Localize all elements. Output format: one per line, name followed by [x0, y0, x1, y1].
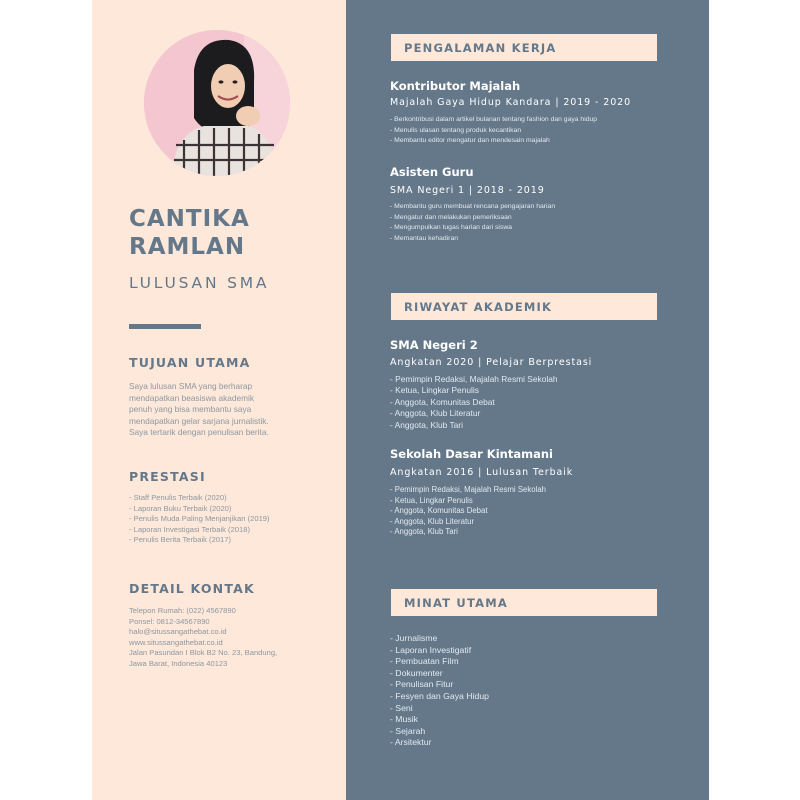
objective-line: Saya tertarik dengan penulisan berita. — [129, 427, 269, 437]
school-subtitle: Angkatan 2016 | Lulusan Terbaik — [390, 467, 574, 478]
school-activity: - Ketua, Lingkar Penulis — [390, 385, 479, 396]
school-subtitle: Angkatan 2020 | Pelajar Berprestasi — [390, 357, 593, 368]
contact-phone-home: Telepon Rumah: (022) 4567890 — [129, 606, 236, 615]
portrait-image — [144, 30, 290, 176]
interest-item: - Seni — [390, 702, 413, 713]
interest-item: - Jurnalisme — [390, 633, 438, 643]
school-activity: - Pemimpin Redaksi, Majalah Resmi Sekolah — [390, 374, 558, 384]
achievements-list — [129, 493, 329, 546]
contact-details — [129, 606, 329, 669]
profile-photo — [144, 30, 290, 176]
school-activity: - Anggota, Klub Tari — [390, 419, 463, 430]
objective-line: mendapatkan gelar sarjana jurnalistik. — [129, 415, 269, 426]
achievement-item: - Staff Penulis Terbaik (2020) — [129, 493, 227, 502]
job-duty: - Membantu guru membuat rencana pengajaran harian — [390, 203, 556, 210]
job-duties — [390, 115, 597, 147]
school-activity: - Anggota, Klub Tari — [390, 527, 458, 536]
objective-line: Saya lulusan SMA yang berharap — [129, 381, 253, 391]
job-duty: - Menulis ulasan tentang produk kecantikan — [390, 126, 522, 134]
school-activity: - Anggota, Komunitas Debat — [390, 396, 495, 407]
education-header-label: RIWAYAT AKADEMIK — [404, 300, 553, 314]
objective-title: TUJUAN UTAMA — [129, 355, 251, 370]
achievement-item: - Laporan Buku Terbaik (2020) — [129, 503, 232, 513]
contact-mobile: Ponsel: 0812-34567890 — [129, 616, 210, 626]
job-duty: - Memantau kehadiran — [390, 234, 459, 242]
achievements-title: PRESTASI — [129, 469, 206, 484]
job-duty: - Membantu editor mengatur dan mendesain majalah — [390, 137, 550, 144]
interests-list — [390, 633, 489, 749]
interest-item: - Dokumenter — [390, 667, 443, 678]
school-title: SMA Negeri 2 — [390, 338, 478, 352]
job-subtitle: SMA Negeri 1 | 2018 - 2019 — [390, 185, 545, 196]
candidate-subtitle: LULUSAN SMA — [129, 274, 270, 292]
right-column — [346, 0, 709, 800]
school-activities — [390, 485, 546, 538]
interest-item: - Penulisan Fitur — [390, 679, 454, 690]
job-duty: - Mengatur dan melakukan pemeriksaan — [390, 213, 512, 221]
objective-line: penuh yang bisa membantu saya — [129, 404, 252, 414]
achievement-item: - Penulis Muda Paling Menjanjikan (2019) — [129, 514, 270, 523]
objective-text — [129, 381, 309, 439]
school-activity: - Anggota, Klub Literatur — [390, 408, 481, 419]
divider-bar — [129, 324, 201, 329]
left-column — [92, 0, 346, 800]
job-title: Kontributor Majalah — [390, 79, 521, 93]
name-line-1: CANTIKA — [129, 206, 250, 232]
school-activity: - Ketua, Lingkar Penulis — [390, 495, 473, 505]
contact-title: DETAIL KONTAK — [129, 581, 255, 596]
resume-page — [92, 0, 709, 800]
interests-header-label: MINAT UTAMA — [404, 596, 508, 610]
interest-item: - Arsitektur — [390, 737, 432, 748]
interest-item: - Fesyen dan Gaya Hidup — [390, 690, 489, 701]
school-activity: - Anggota, Komunitas Debat — [390, 506, 488, 515]
interest-item: - Laporan Investigatif — [390, 644, 472, 655]
achievement-item: - Penulis Berita Terbaik (2017) — [129, 535, 232, 544]
contact-email: halo@situssangathebat.co.id — [129, 627, 227, 636]
contact-address-line: Jawa Barat, Indonesia 40123 — [129, 658, 228, 668]
job-duty: - Mengumpulkan tugas harian dari siswa — [390, 224, 513, 231]
school-activity: - Anggota, Klub Literatur — [390, 516, 475, 526]
school-title: Sekolah Dasar Kintamani — [390, 447, 553, 461]
interests-header — [391, 589, 657, 616]
work-header — [391, 34, 657, 61]
candidate-name — [129, 205, 329, 261]
job-title: Asisten Guru — [390, 165, 474, 179]
job-duties — [390, 202, 555, 244]
contact-address-line: Jalan Pasundan I Blok B2 No. 23, Bandung, — [129, 648, 278, 657]
school-activities — [390, 374, 558, 431]
achievement-item: - Laporan Investigasi Terbaik (2018) — [129, 524, 251, 534]
contact-website: www.situssangathebat.co.id — [129, 637, 223, 647]
job-subtitle: Majalah Gaya Hidup Kandara | 2019 - 2020 — [390, 97, 632, 108]
school-activity: - Pemimpin Redaksi, Majalah Resmi Sekolah — [390, 485, 546, 494]
interest-item: - Pembuatan Film — [390, 656, 459, 667]
work-header-label: PENGALAMAN KERJA — [404, 41, 557, 55]
interest-item: - Sejarah — [390, 725, 426, 736]
education-header — [391, 293, 657, 320]
objective-line: mendapatkan beasiswa akademik — [129, 392, 254, 403]
job-duty: - Berkontribusi dalam artikel bulanan tentang fashion dan gaya hidup — [390, 116, 598, 123]
name-line-2: RAMLAN — [129, 234, 246, 260]
interest-item: - Musik — [390, 714, 418, 725]
